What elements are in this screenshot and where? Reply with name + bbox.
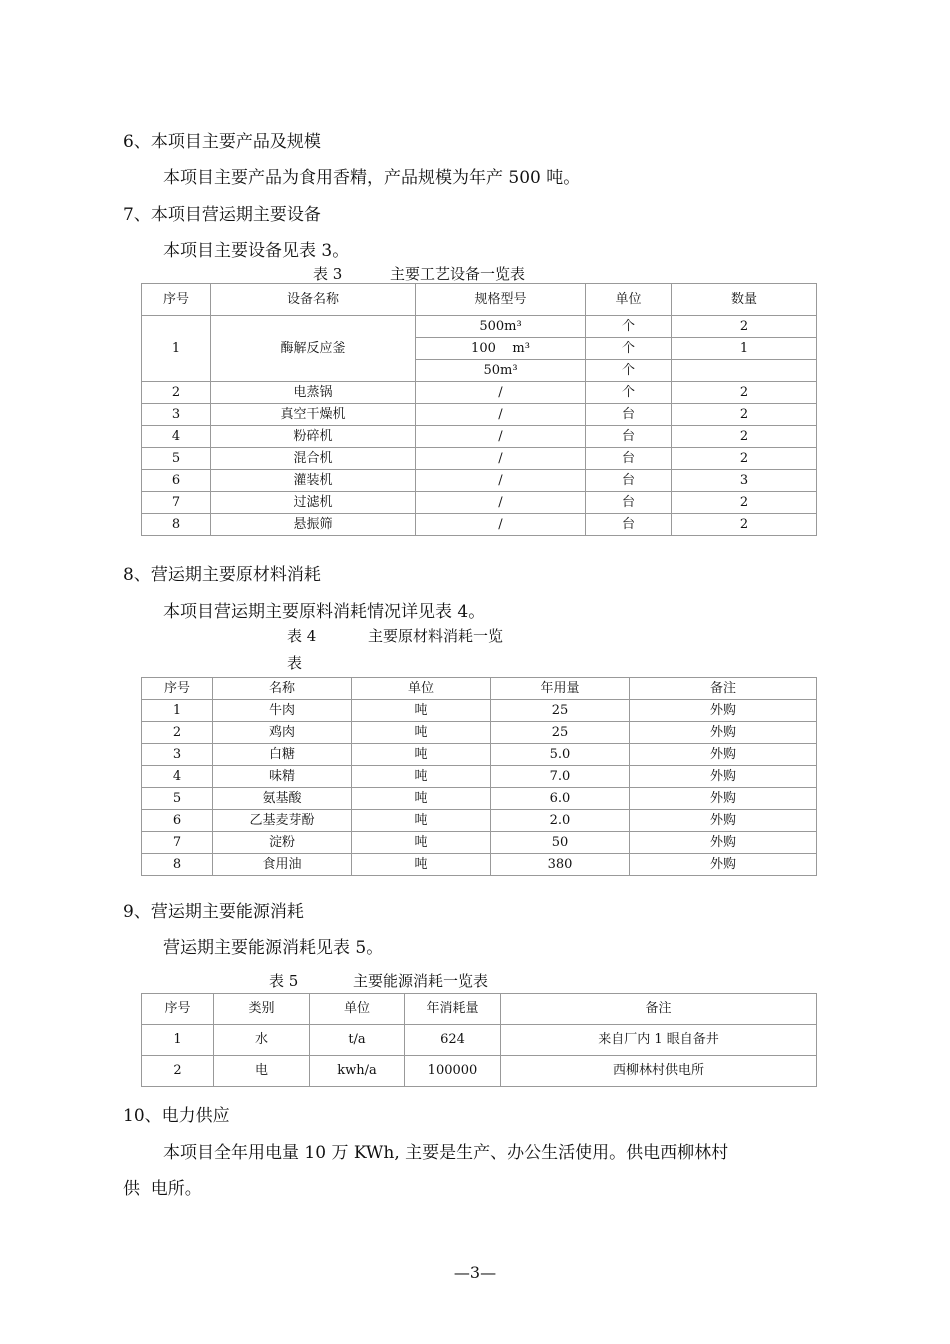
cell: 台	[586, 470, 672, 492]
table-row	[142, 766, 817, 788]
cell: 6	[142, 470, 211, 492]
cell: 3	[142, 404, 211, 426]
cell: 4	[142, 766, 213, 788]
cell-qty	[672, 360, 817, 382]
cell: 5	[142, 448, 211, 470]
cell: t/a	[310, 1025, 405, 1056]
section-8-heading: 8、营运期主要原材料消耗	[123, 565, 321, 585]
cell: /	[416, 470, 586, 492]
cell: 外购	[630, 788, 817, 810]
table-row	[142, 316, 817, 338]
header-cell: 序号	[142, 994, 214, 1025]
cell: 25	[491, 700, 630, 722]
section-7-text: 本项目主要设备见表 3。	[163, 241, 350, 261]
cell: 6.0	[491, 788, 630, 810]
header-cell: 类别	[214, 994, 310, 1025]
header-cell: 单位	[586, 284, 672, 316]
header-cell: 设备名称	[211, 284, 416, 316]
cell: 2	[672, 404, 817, 426]
cell: 7	[142, 832, 213, 854]
table-row	[142, 722, 817, 744]
table4-caption-title: 主要原材料消耗一览	[368, 627, 504, 645]
cell: 2	[142, 722, 213, 744]
cell: 吨	[352, 832, 491, 854]
cell: 外购	[630, 854, 817, 876]
header-cell: 数量	[672, 284, 817, 316]
cell: 真空干燥机	[211, 404, 416, 426]
table-row	[142, 1025, 817, 1056]
table3-caption-title: 主要工艺设备一览表	[390, 265, 526, 283]
cell-spec: 100 m³	[416, 338, 586, 360]
cell: kwh/a	[310, 1056, 405, 1087]
cell: /	[416, 426, 586, 448]
cell: 吨	[352, 788, 491, 810]
cell: 6	[142, 810, 213, 832]
table-row	[142, 448, 817, 470]
cell: /	[416, 448, 586, 470]
cell: 50	[491, 832, 630, 854]
header-cell: 名称	[213, 678, 352, 700]
cell: 5.0	[491, 744, 630, 766]
cell: 吨	[352, 854, 491, 876]
table-header-row	[142, 678, 817, 700]
cell: 7.0	[491, 766, 630, 788]
section-9-heading: 9、营运期主要能源消耗	[123, 902, 304, 922]
cell: 7	[142, 492, 211, 514]
cell: 水	[214, 1025, 310, 1056]
header-cell: 年消耗量	[405, 994, 501, 1025]
cell: 电	[214, 1056, 310, 1087]
cell: 味精	[213, 766, 352, 788]
cell: 白糖	[213, 744, 352, 766]
cell: 乙基麦芽酚	[213, 810, 352, 832]
header-cell: 序号	[142, 678, 213, 700]
table3-caption-number: 表 3	[313, 265, 343, 283]
cell: 吨	[352, 766, 491, 788]
cell-no: 1	[142, 316, 211, 382]
cell-spec: 50m³	[416, 360, 586, 382]
cell: 电蒸锅	[211, 382, 416, 404]
table-row	[142, 744, 817, 766]
header-cell: 备注	[501, 994, 817, 1025]
table-row	[142, 492, 817, 514]
cell: 台	[586, 426, 672, 448]
energy-table	[141, 993, 817, 1087]
cell: 100000	[405, 1056, 501, 1087]
cell: 1	[142, 1025, 214, 1056]
cell-unit: 个	[586, 338, 672, 360]
cell: /	[416, 514, 586, 536]
table-header-row	[142, 284, 817, 316]
header-cell: 年用量	[491, 678, 630, 700]
cell: 鸡肉	[213, 722, 352, 744]
cell: /	[416, 492, 586, 514]
cell: 8	[142, 514, 211, 536]
cell: 3	[672, 470, 817, 492]
table-row	[142, 470, 817, 492]
cell-unit: 个	[586, 316, 672, 338]
table-row	[142, 426, 817, 448]
header-cell: 单位	[310, 994, 405, 1025]
header-cell: 备注	[630, 678, 817, 700]
table5-caption-number: 表 5	[269, 972, 299, 990]
table-row	[142, 404, 817, 426]
table-row	[142, 788, 817, 810]
cell: 2	[672, 426, 817, 448]
cell: 吨	[352, 700, 491, 722]
section-9-text: 营运期主要能源消耗见表 5。	[163, 938, 384, 958]
section-8-text: 本项目营运期主要原料消耗情况详见表 4。	[163, 602, 486, 622]
cell: 380	[491, 854, 630, 876]
header-cell: 单位	[352, 678, 491, 700]
equipment-table	[141, 283, 817, 536]
header-cell: 规格型号	[416, 284, 586, 316]
section-7-heading: 7、本项目营运期主要设备	[123, 205, 321, 225]
materials-table	[141, 677, 817, 876]
cell: 个	[586, 382, 672, 404]
table-header-row	[142, 994, 817, 1025]
cell: 灌装机	[211, 470, 416, 492]
section-6-heading: 6、本项目主要产品及规模	[123, 132, 321, 152]
cell: 来自厂内 1 眼自备井	[501, 1025, 817, 1056]
cell: 1	[142, 700, 213, 722]
cell: 台	[586, 492, 672, 514]
cell-spec: 500m³	[416, 316, 586, 338]
table4-caption-tail: 表	[287, 654, 303, 672]
cell: 吨	[352, 744, 491, 766]
cell: 3	[142, 744, 213, 766]
cell: 外购	[630, 832, 817, 854]
table-row	[142, 832, 817, 854]
cell: 外购	[630, 766, 817, 788]
cell: 悬振筛	[211, 514, 416, 536]
cell: 2	[672, 382, 817, 404]
cell: 淀粉	[213, 832, 352, 854]
page-number: —3—	[453, 1263, 497, 1282]
cell-qty: 1	[672, 338, 817, 360]
cell: 外购	[630, 744, 817, 766]
section-10-heading: 10、电力供应	[123, 1106, 230, 1126]
table-row	[142, 382, 817, 404]
cell: 外购	[630, 810, 817, 832]
cell: 外购	[630, 722, 817, 744]
cell: 吨	[352, 722, 491, 744]
header-cell: 序号	[142, 284, 211, 316]
cell: 2	[672, 448, 817, 470]
cell: /	[416, 382, 586, 404]
table-row	[142, 1056, 817, 1087]
cell: 吨	[352, 810, 491, 832]
cell: 624	[405, 1025, 501, 1056]
cell: 外购	[630, 700, 817, 722]
cell: 2	[142, 382, 211, 404]
cell: 2	[672, 492, 817, 514]
cell-unit: 个	[586, 360, 672, 382]
cell: 台	[586, 448, 672, 470]
table4-caption-number: 表 4	[287, 627, 317, 645]
cell: 2	[142, 1056, 214, 1087]
cell: 4	[142, 426, 211, 448]
section-6-text: 本项目主要产品为食用香精，产品规模为年产 500 吨。	[163, 168, 581, 188]
cell: /	[416, 404, 586, 426]
cell: 台	[586, 514, 672, 536]
cell: 混合机	[211, 448, 416, 470]
section-10-text-line1: 本项目全年用电量 10 万 KWh, 主要是生产、办公生活使用。供电西柳林村	[163, 1143, 729, 1163]
cell: 8	[142, 854, 213, 876]
section-10-text-line2: 供 电所。	[123, 1179, 202, 1199]
cell: 西柳林村供电所	[501, 1056, 817, 1087]
cell: 食用油	[213, 854, 352, 876]
cell: 台	[586, 404, 672, 426]
cell: 过滤机	[211, 492, 416, 514]
table-row	[142, 514, 817, 536]
cell: 25	[491, 722, 630, 744]
cell: 2	[672, 514, 817, 536]
cell: 粉碎机	[211, 426, 416, 448]
cell-name: 酶解反应釜	[211, 316, 416, 382]
table5-caption-title: 主要能源消耗一览表	[353, 972, 489, 990]
cell: 5	[142, 788, 213, 810]
cell-qty: 2	[672, 316, 817, 338]
table-row	[142, 810, 817, 832]
cell: 氨基酸	[213, 788, 352, 810]
table-row	[142, 700, 817, 722]
cell: 牛肉	[213, 700, 352, 722]
cell: 2.0	[491, 810, 630, 832]
table-row	[142, 854, 817, 876]
